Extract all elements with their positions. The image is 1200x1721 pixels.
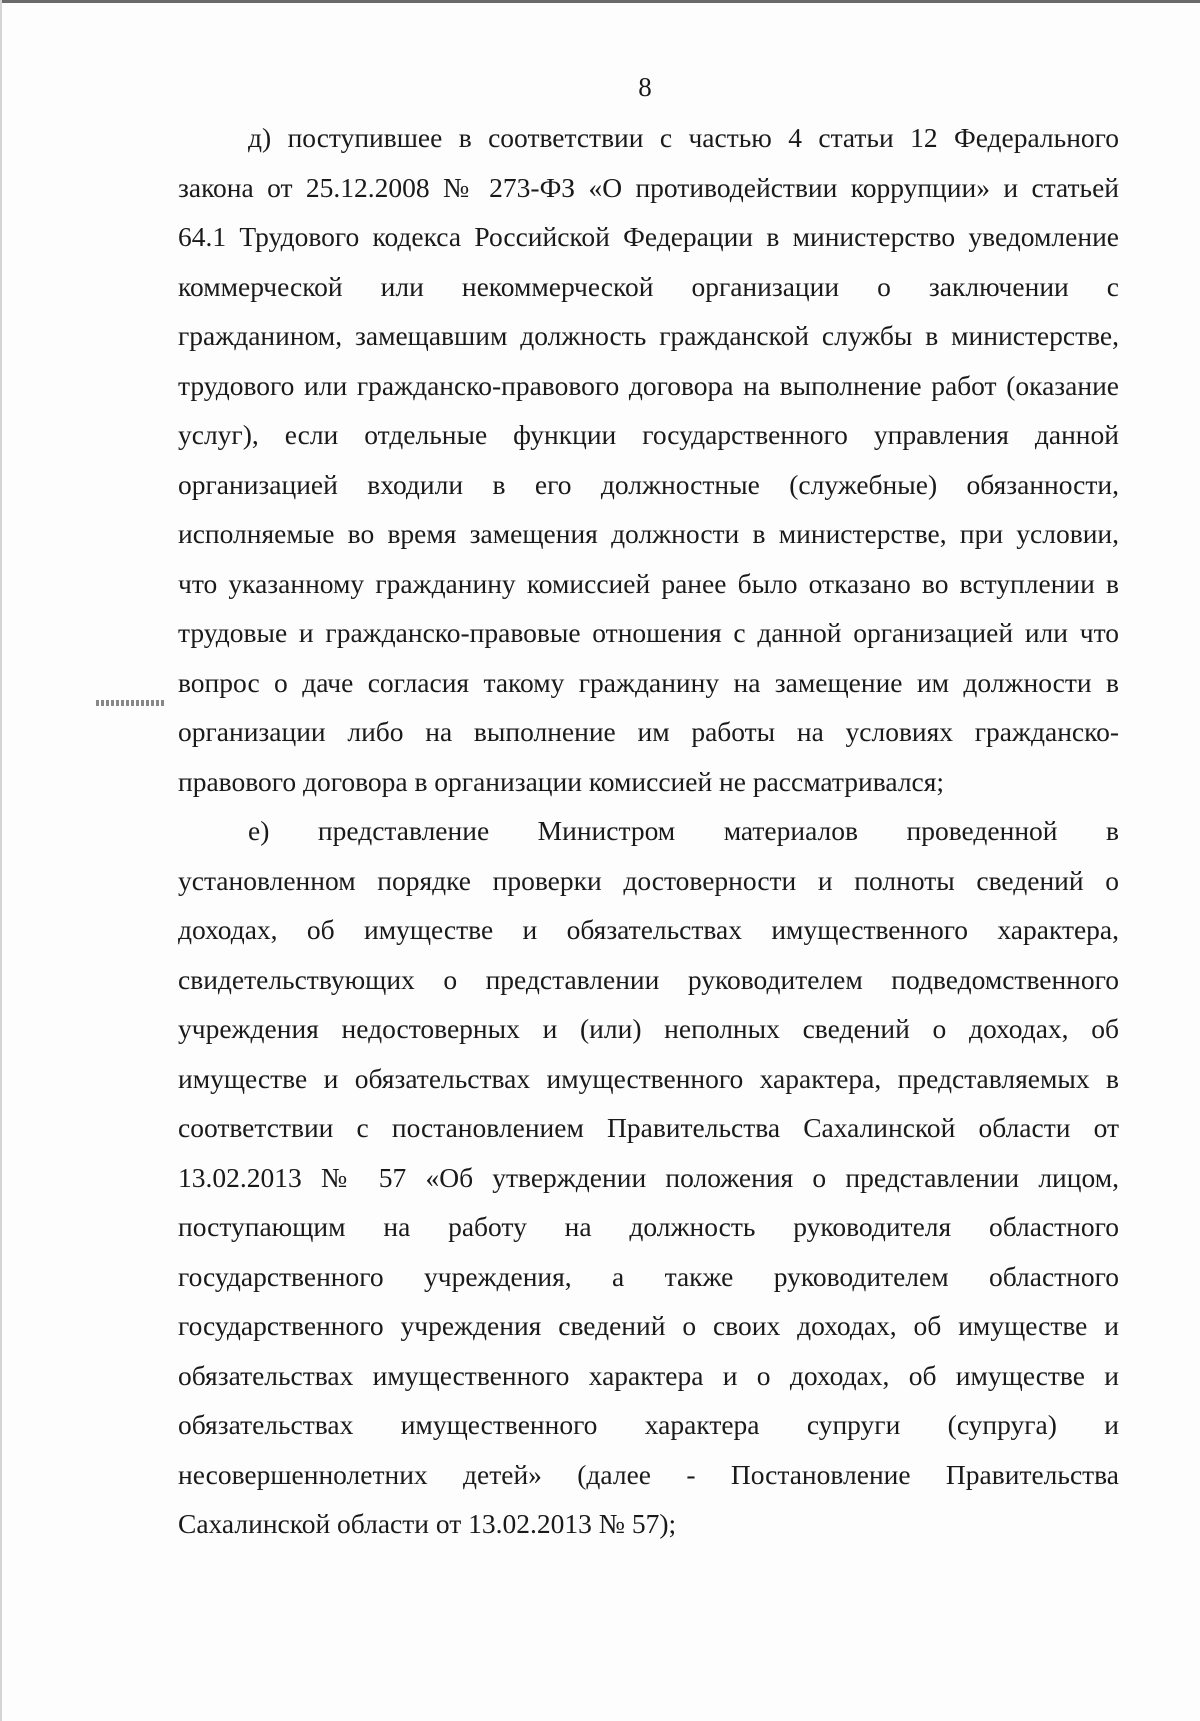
page-left-edge <box>0 0 2 1721</box>
paragraph-d-line-14: правового договора в организации комиссией не рассматривался; <box>178 765 945 797</box>
paragraph-e-line-4: свидетельствующих о представлении руководителем подведомственного <box>178 963 1119 995</box>
paragraph-d-line-8: организацией входили в его должностные (служебные) обязанности, <box>178 468 1119 500</box>
paragraph-e-line-10: государственного учреждения, а также руководителем областного <box>178 1260 1119 1292</box>
paragraph-e-line-11: государственного учреждения сведений о своих доходах, об имуществе и <box>178 1310 1119 1341</box>
paragraph-e-marker: е) <box>248 815 270 846</box>
paragraph-d-line-10: что указанному гражданину комиссией ранее было отказано во вступлении в <box>178 567 1119 599</box>
paragraph-d-marker: д) <box>248 122 272 153</box>
paragraph-d-line-5: гражданином, замещавшим должность гражданской службы в министерстве, <box>178 320 1119 351</box>
paragraph-e-line-13: обязательствах имущественного характера супруги (супруга) и <box>178 1409 1119 1440</box>
paragraph-d-line-11: трудовые и гражданско-правовые отношения с данной организацией или что <box>178 617 1119 648</box>
paragraph-e-line-8: 13.02.2013 № 57 «Об утверждении положения о представлении лицом, <box>178 1161 1119 1193</box>
paragraph-e-line-5: учреждения недостоверных и (или) неполных сведений о доходах, об <box>178 1013 1119 1044</box>
paragraph-d-line-13: организации либо на выполнение им работы на условиях гражданско- <box>178 716 1119 747</box>
paragraph-d-line-6: трудового или гражданско-правового договора на выполнение работ (оказание <box>178 369 1119 401</box>
paragraph-e-line-14: несовершеннолетних детей» (далее - Постановление Правительства <box>178 1458 1119 1490</box>
paragraph-d-line-2: закона от 25.12.2008 № 273-ФЗ «О противодействии коррупции» и статьей <box>178 171 1119 203</box>
paragraph-d-line-1 <box>178 113 1119 163</box>
paragraph-d-line-3: 64.1 Трудового кодекса Российской Федерации в министерство уведомление <box>178 221 1119 252</box>
paragraph-d-text: поступившее в соответствии с частью 4 статьи 12 Федерального <box>287 122 1120 153</box>
paragraph-e-line-2: установленном порядке проверки достоверности и полноты сведений о <box>178 864 1119 896</box>
page-top-edge <box>0 0 1200 3</box>
paragraph-e-line-3: доходах, об имуществе и обязательствах имущественного характера, <box>178 914 1119 945</box>
page-number: 8 <box>638 72 652 102</box>
document-body <box>178 113 1119 1549</box>
scan-binding-mark <box>96 700 164 706</box>
paragraph-e-text: представление Министром материалов проведенной в <box>317 815 1119 846</box>
paragraph-d-line-9: исполняемые во время замещения должности в министерстве, при условии, <box>178 518 1119 549</box>
paragraph-e-line-9: поступающим на работу на должность руководителя областного <box>178 1211 1119 1242</box>
paragraph-d-line-7: услуг), если отдельные функции государственного управления данной <box>178 419 1119 450</box>
paragraph-d-line-12: вопрос о даче согласия такому гражданину на замещение им должности в <box>178 666 1119 698</box>
paragraph-e-line-12: обязательствах имущественного характера и о доходах, об имуществе и <box>178 1359 1119 1391</box>
paragraph-e-line-15: Сахалинской области от 13.02.2013 № 57); <box>178 1508 677 1539</box>
paragraph-d-line-4: коммерческой или некоммерческой организации о заключении с <box>178 270 1119 302</box>
paragraph-e-line-7: соответствии с постановлением Правительства Сахалинской области от <box>178 1112 1119 1143</box>
paragraph-e-line-1 <box>178 806 1119 856</box>
paragraph-e-line-6: имуществе и обязательствах имущественного характера, представляемых в <box>178 1062 1119 1094</box>
